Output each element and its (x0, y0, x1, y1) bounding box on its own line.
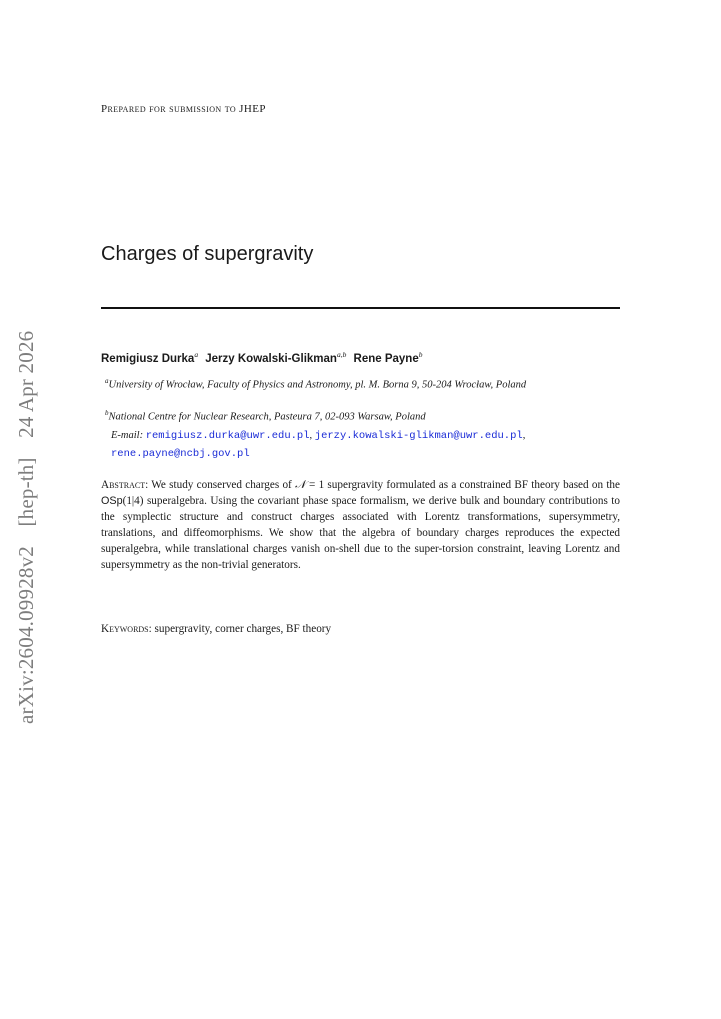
superalgebra-name: OSp (101, 495, 123, 507)
author-list (101, 350, 422, 365)
affiliation (105, 406, 620, 425)
affiliation-mark: b (105, 409, 109, 417)
author-name: Rene Payne (353, 352, 419, 365)
affiliation-text: University of Wrocław, Faculty of Physics and Astronomy, pl. M. Borna 9, 50-204 Wrocław, Poland (108, 379, 527, 391)
author-name: Jerzy Kowalski-Glikman (205, 352, 337, 365)
email-link[interactable]: rene.payne@ncbj.gov.pl (111, 448, 250, 460)
keywords-label: Keywords (101, 623, 149, 635)
author-affil-mark: a,b (336, 350, 347, 359)
submission-note: Prepared for submission to JHEP (101, 103, 266, 115)
author-affil-mark: a (194, 350, 199, 359)
email-link[interactable]: remigiusz.durka@uwr.edu.pl (145, 430, 310, 442)
arxiv-stamp (14, 284, 54, 724)
keywords (101, 623, 331, 635)
title-rule (101, 307, 620, 309)
arxiv-id: arXiv:2604.09928v2 (14, 546, 38, 724)
arxiv-category: [hep-th] (14, 457, 38, 527)
n-symbol: 𝒩 (295, 479, 306, 491)
paper-title: Charges of supergravity (101, 243, 314, 265)
keywords-text: : supergravity, corner charges, BF theory (148, 623, 332, 635)
email-link[interactable]: jerzy.kowalski-glikman@uwr.edu.pl (314, 430, 523, 442)
author-affil-mark: b (418, 350, 423, 359)
arxiv-date: 24 Apr 2026 (14, 330, 38, 438)
affiliation-mark: a (105, 377, 109, 385)
abstract-label: Abstract (101, 479, 146, 491)
abstract: Abstract: We study conserved charges of 𝒩 = 1 supergravity formulated as a constrained BF theory based on the OSp(1|4) superalgebra. Using the covariant phase space formalism, we derive bulk and boundary contributions to the symplectic structure and construct charges associated with Lorentz transformations, supersymmetry, translations, and diffeomorphisms. We show that the algebra of boundary charges reproduces the expected superalgebra, while translational charges vanish on-shell due to the super-torsion constraint, leaving Lorentz and supersymmetry as the non-trivial generators. (101, 479, 620, 571)
affiliation (105, 374, 620, 393)
email-block: E-mail: remigiusz.durka@uwr.edu.pl, jerzy.kowalski-glikman@uwr.edu.pl, rene.payne@ncbj.gov.pl (111, 430, 526, 460)
affiliation-text: National Centre for Nuclear Research, Pasteura 7, 02-093 Warsaw, Poland (108, 411, 426, 423)
email-label: E-mail: (111, 430, 144, 441)
author-name: Remigiusz Durka (101, 352, 195, 365)
